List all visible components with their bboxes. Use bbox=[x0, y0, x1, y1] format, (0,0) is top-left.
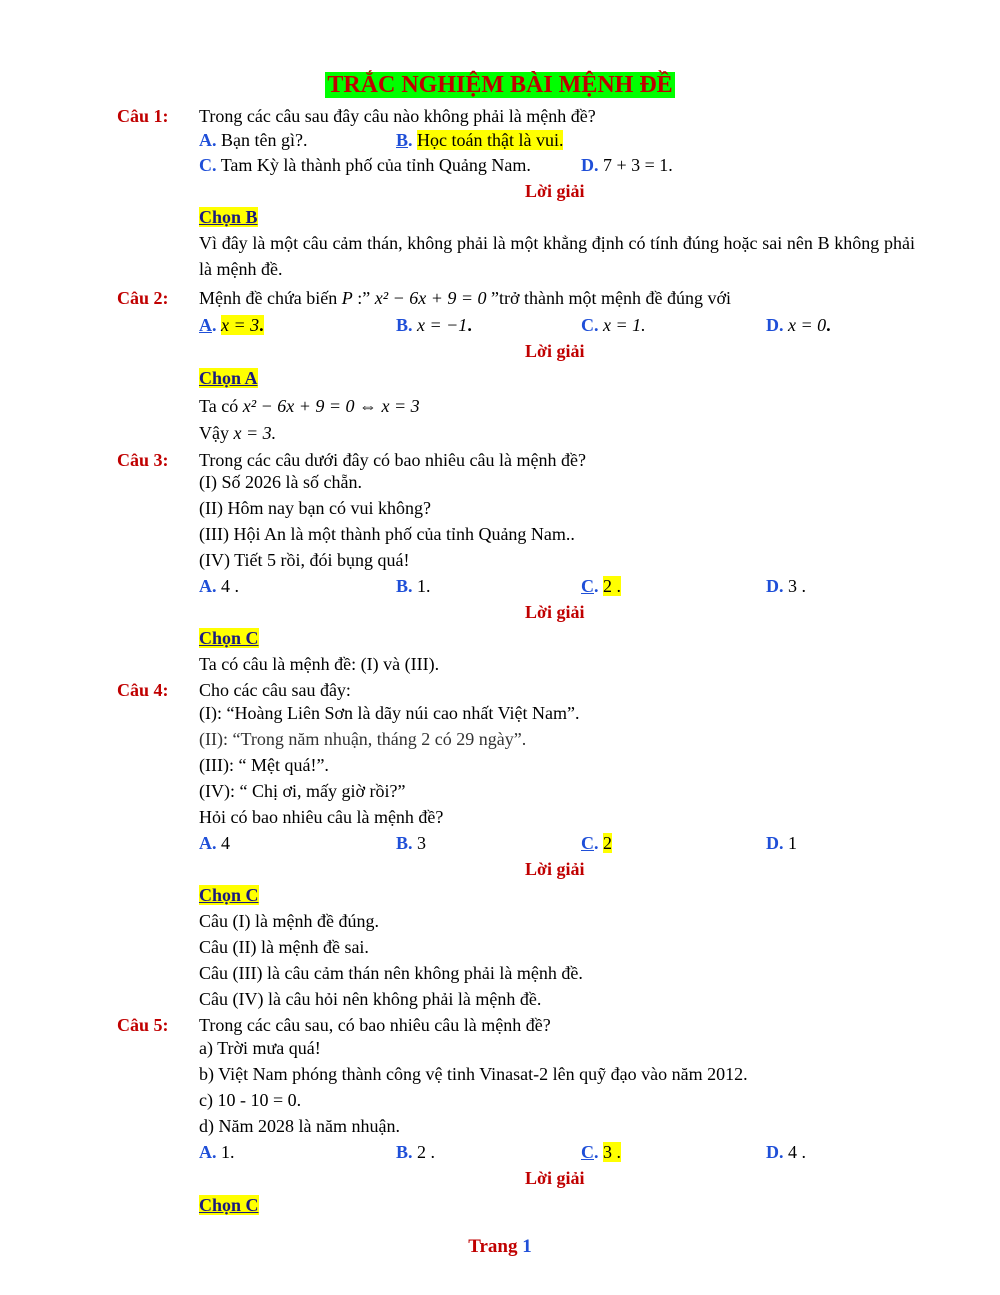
q4-stem: Cho các câu sau đây: bbox=[199, 680, 351, 700]
q3-option-c: C. 2 . bbox=[581, 576, 621, 596]
q2-option-d: D. x = 0. bbox=[766, 315, 831, 335]
q1-label: Câu 1: bbox=[117, 106, 169, 126]
q4-explain-line-1: Câu (I) là mệnh đề đúng. bbox=[199, 911, 379, 931]
page-number: 1 bbox=[522, 1236, 532, 1257]
q3-item-2: (II) Hôm nay bạn có vui không? bbox=[199, 498, 431, 518]
q4-solution-heading: Lời giải bbox=[525, 859, 585, 879]
q5-option-a: A. 1. bbox=[199, 1142, 235, 1162]
q3-answer: Chọn C bbox=[199, 628, 259, 648]
q5-option-d: D. 4 . bbox=[766, 1142, 806, 1162]
q3-solution-heading: Lời giải bbox=[525, 602, 585, 622]
q1-option-b: B. Học toán thật là vui. bbox=[396, 130, 564, 150]
q4-label: Câu 4: bbox=[117, 680, 169, 700]
q3-option-d: D. 3 . bbox=[766, 576, 806, 596]
q3-option-b: B. 1. bbox=[396, 576, 431, 596]
q1-explanation: Vì đây là một câu cảm thán, không phải là một khẳng định có tính đúng hoặc sai nên B không phải là mệnh đề. bbox=[199, 233, 915, 279]
q2-option-b: B. x = −1. bbox=[396, 315, 472, 335]
q2-solution-heading: Lời giải bbox=[525, 341, 585, 361]
page-title bbox=[0, 70, 1000, 100]
q5-item-1: a) Trời mưa quá! bbox=[199, 1038, 321, 1058]
q4-answer: Chọn C bbox=[199, 885, 259, 905]
q1-option-c: C. Tam Kỳ là thành phố của tỉnh Quảng Nam. bbox=[199, 155, 531, 175]
q4-item-1: (I): “Hoàng Liên Sơn là dãy núi cao nhất Việt Nam”. bbox=[199, 703, 580, 723]
q2-explain-line-1: Ta có x² − 6x + 9 = 0 ⇔ x = 3 bbox=[199, 396, 420, 416]
q4-item-3: (III): “ Mệt quá!”. bbox=[199, 755, 329, 775]
q3-item-4: (IV) Tiết 5 rồi, đói bụng quá! bbox=[199, 550, 410, 570]
q4-item-4: (IV): “ Chị ơi, mấy giờ rồi?” bbox=[199, 781, 406, 801]
q2-explain-line-2: Vậy x = 3. bbox=[199, 423, 277, 443]
q4-item-2: (II): “Trong năm nhuận, tháng 2 có 29 ngày”. bbox=[199, 729, 527, 749]
page-footer bbox=[0, 1236, 1000, 1258]
page-title-text: TRẮC NGHIỆM BÀI MỆNH ĐỀ bbox=[327, 72, 673, 98]
q2-option-a: A. x = 3. bbox=[199, 315, 264, 335]
q1-option-d: D. 7 + 3 = 1. bbox=[581, 155, 673, 175]
q4-explain-line-4: Câu (IV) là câu hỏi nên không phải là mệnh đề. bbox=[199, 989, 542, 1009]
q4-option-d: D. 1 bbox=[766, 833, 797, 853]
q4-explain-line-2: Câu (II) là mệnh đề sai. bbox=[199, 937, 369, 957]
q5-option-b: B. 2 . bbox=[396, 1142, 436, 1162]
q2-answer: Chọn A bbox=[199, 368, 258, 388]
q2-option-c: C. x = 1. bbox=[581, 315, 646, 335]
q4-question: Hỏi có bao nhiêu câu là mệnh đề? bbox=[199, 807, 444, 827]
q3-stem: Trong các câu dưới đây có bao nhiêu câu là mệnh đề? bbox=[199, 450, 586, 470]
q3-explanation: Ta có câu là mệnh đề: (I) và (III). bbox=[199, 654, 440, 674]
q3-label: Câu 3: bbox=[117, 450, 169, 470]
q4-option-a: A. 4 bbox=[199, 833, 230, 853]
q3-item-1: (I) Số 2026 là số chẵn. bbox=[199, 472, 362, 492]
q1-answer: Chọn B bbox=[199, 207, 258, 227]
q5-option-c: C. 3 . bbox=[581, 1142, 621, 1162]
q5-item-2: b) Việt Nam phóng thành công vệ tinh Vinasat-2 lên quỹ đạo vào năm 2012. bbox=[199, 1064, 748, 1084]
q4-explain-line-3: Câu (III) là câu cảm thán nên không phải là mệnh đề. bbox=[199, 963, 583, 983]
q3-option-a: A. 4 . bbox=[199, 576, 239, 596]
q4-option-b: B. 3 bbox=[396, 833, 427, 853]
q5-solution-heading: Lời giải bbox=[525, 1168, 585, 1188]
q5-label: Câu 5: bbox=[117, 1015, 169, 1035]
page-footer-label: Trang bbox=[468, 1236, 523, 1257]
q5-item-4: d) Năm 2028 là năm nhuận. bbox=[199, 1116, 400, 1136]
q4-option-c: C. 2 bbox=[581, 833, 612, 853]
q5-item-3: c) 10 - 10 = 0. bbox=[199, 1090, 302, 1110]
q2-label: Câu 2: bbox=[117, 288, 169, 308]
q1-option-a: A. Bạn tên gì?. bbox=[199, 130, 308, 150]
q2-stem: Mệnh đề chứa biến P :” x² − 6x + 9 = 0 ”trở thành một mệnh đề đúng với bbox=[199, 288, 732, 308]
q3-item-3: (III) Hội An là một thành phố của tỉnh Quảng Nam.. bbox=[199, 524, 575, 544]
q5-stem: Trong các câu sau, có bao nhiêu câu là mệnh đề? bbox=[199, 1015, 551, 1035]
q5-answer: Chọn C bbox=[199, 1195, 259, 1215]
q1-stem: Trong các câu sau đây câu nào không phải là mệnh đề? bbox=[199, 106, 596, 126]
q1-solution-heading: Lời giải bbox=[525, 181, 585, 201]
